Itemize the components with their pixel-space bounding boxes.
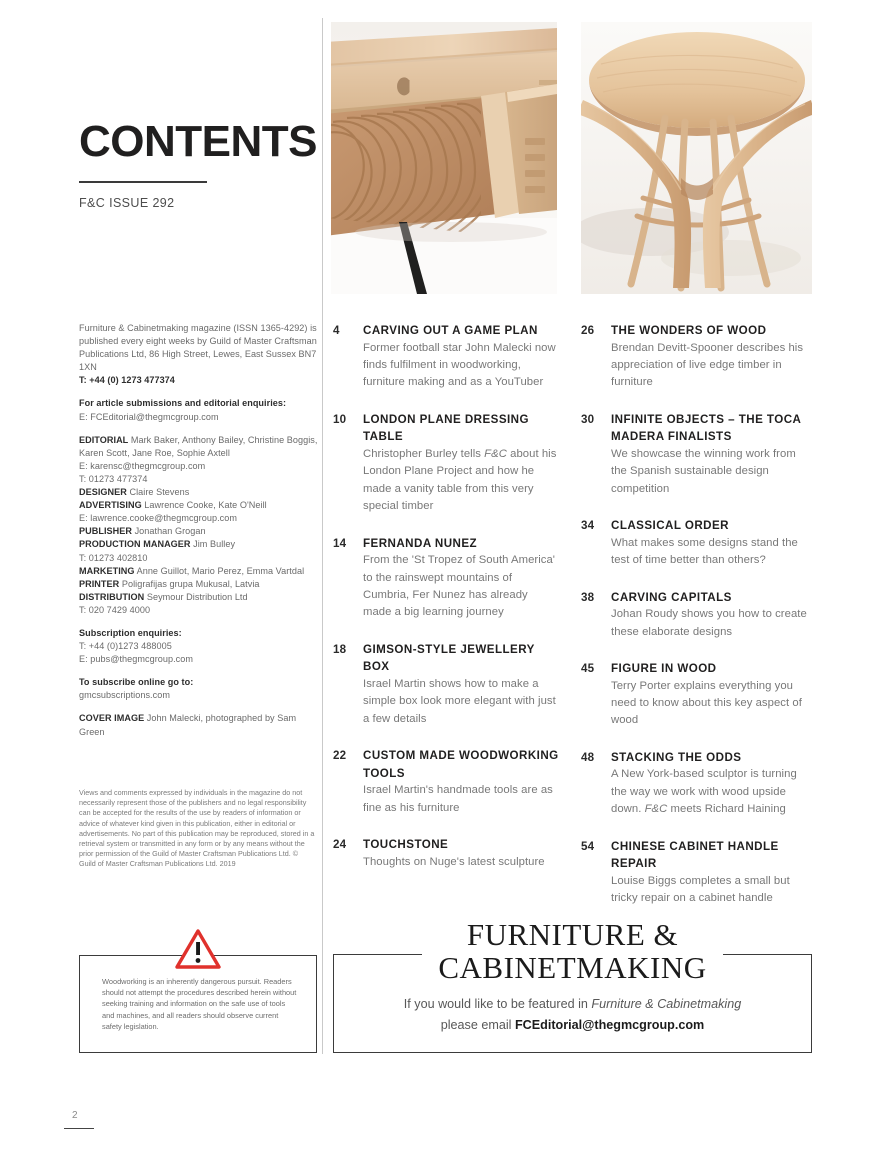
desk-drawer-photo [331,22,557,294]
logo-line-1: FURNITURE & [466,917,679,952]
distribution-tel: T: 020 7429 4000 [79,604,151,615]
masthead-cover-credit [79,712,321,738]
toc-entry[interactable] [581,411,813,498]
toc-description: Louise Biggs completes a small but tricky repair on a cabinet handle [611,874,790,905]
toc-page-number: 26 [581,324,595,337]
toc-entry[interactable] [333,747,559,817]
contents-header [79,117,319,210]
toc-desc-pre: Christopher Burley tells [363,448,485,460]
toc-page-number: 45 [581,662,595,676]
column-divider [322,18,323,1054]
publisher-names: Jonathan Grogan [132,526,206,537]
toc-page-number: 18 [333,642,347,656]
subscriptions-label: Subscription enquiries: [79,627,182,638]
page-number-rule [64,1128,94,1129]
toc-description [611,766,813,818]
page-title: CONTENTS [79,117,317,166]
toc-desc-pre: A New York-based sculptor is turning the way we work with wood upside down. [611,768,797,816]
editorial-names: Mark Baker, Anthony Bailey, Christine Boggis, Karen Scott, Jane Roe, Sophie Axtell [79,434,318,458]
toc-entry[interactable] [581,322,813,392]
editorial-email[interactable]: E: karensc@thegmcgroup.com [79,460,206,471]
toc-title: INFINITE OBJECTS – THE TOCA MADERA FINALISTS [611,412,801,444]
toc-title: CUSTOM MADE WOODWORKING TOOLS [363,749,559,780]
distribution-label: DISTRIBUTION [79,591,145,602]
toc-column-middle [333,322,559,890]
production-names: Jim Bulley [190,539,236,550]
toc-description: Israel Martin shows how to make a simple box look more elegant with just a few details [363,678,556,725]
toc-title: CARVING CAPITALS [611,590,732,604]
toc-entry[interactable] [581,660,813,730]
toc-title: CLASSICAL ORDER [611,519,729,533]
subscriptions-tel: T: +44 (0)1273 488005 [79,641,172,652]
advertising-label: ADVERTISING [79,500,142,511]
legal-disclaimer [79,788,315,870]
toc-description: What makes some designs stand the test of time better than others? [611,536,798,567]
promo-text [333,994,812,1036]
magazine-logo [333,918,812,984]
warning-triangle-icon [175,929,221,969]
masthead-publisher-info [79,322,321,387]
toc-page-number: 34 [581,519,595,533]
logo-line-2: CABINETMAKING [438,950,707,985]
toc-page-number: 30 [581,412,595,426]
promo-text-emphasis: Furniture & Cabinetmaking [591,997,742,1011]
wooden-stool-photo [581,22,812,294]
toc-description: From the 'St Tropez of South America' to the rainswept mountains of Cumbria, Fer Nunez has already made a big learning journey [363,554,556,619]
toc-entry[interactable] [333,535,559,622]
advertising-names: Lawrence Cooke, Kate O'Neill [141,500,267,511]
toc-column-right [581,322,813,927]
toc-title: CARVING OUT A GAME PLAN [363,324,538,337]
editorial-label: EDITORIAL [79,434,129,445]
masthead-staff [79,434,321,617]
legal-text: Views and comments expressed by individuals in the magazine do not necessarily represent those of the publishers and no legal responsibility can be accepted for the results of the use by readers of information or advice of whatever kind given in this publication, either in editorial or advertisements. No part of this publication may be reproduced, stored in a retrieval system or transmitted in any form or by any means without the prior permission of the Guild of Master Craftsman Publications Ltd. [79,788,315,859]
toc-page-number: 4 [333,324,340,337]
toc-entry[interactable] [581,517,813,569]
printer-label: PRINTER [79,578,120,589]
toc-description [363,446,559,516]
subscriptions-email[interactable]: E: pubs@thegmcgroup.com [79,654,194,665]
toc-description: Johan Roudy shows you how to create these elaborate designs [611,608,807,638]
printer-names: Poligrafijas grupa Mukusal, Latvia [119,578,260,589]
publisher-label: PUBLISHER [79,526,132,537]
toc-description: Thoughts on Nuge's latest sculpture [363,855,545,868]
toc-entry[interactable] [333,836,559,871]
online-label: To subscribe online go to: [79,677,194,688]
toc-page-number: 38 [581,590,595,604]
toc-title: GIMSON-STYLE JEWELLERY BOX [363,642,535,674]
toc-title: TOUCHSTONE [363,838,449,852]
toc-entry[interactable] [333,322,559,392]
production-tel: T: 01273 402810 [79,552,148,563]
toc-desc-post: about his London Plane Project and how he made a vanity table from this very special timber [363,448,557,513]
cover-image-credit: John Malecki, photographed by Sam Green [79,713,297,737]
toc-desc-emphasis: F&C [644,803,668,816]
online-url[interactable]: gmcsubscriptions.com [79,690,170,701]
distribution-names: Seymour Distribution Ltd [144,591,248,602]
toc-page-number: 10 [333,412,347,426]
toc-description: Former football star John Malecki now finds fulfilment in woodworking, furniture making and as a YouTuber [363,341,556,389]
toc-desc-post: meets Richard Haining [667,803,786,816]
toc-title: CHINESE CABINET HANDLE REPAIR [611,839,779,871]
legal-copyright: © Guild of Master Craftsman Publications Ltd. 2019 [79,849,299,869]
promo-text-mid: please email [440,1018,515,1032]
designer-label: DESIGNER [79,487,127,498]
title-rule [79,181,207,183]
promo-text-pre: If you would like to be featured in [403,997,592,1011]
masthead-subscriptions [79,627,321,666]
toc-desc-emphasis: F&C [484,448,507,460]
production-label: PRODUCTION MANAGER [79,539,191,550]
toc-entry[interactable] [581,589,813,641]
editorial-tel: T: 01273 477374 [79,473,148,484]
toc-description: We showcase the winning work from the Spanish sustainable design competition [611,448,796,495]
toc-entry[interactable] [581,838,813,908]
toc-description: Israel Martin's handmade tools are as fine as his furniture [363,784,553,814]
toc-entry[interactable] [333,411,559,516]
toc-page-number: 54 [581,839,595,853]
safety-warning-box [79,955,317,1053]
toc-page-number: 24 [333,838,347,852]
submissions-email[interactable]: E: FCEditorial@thegmcgroup.com [79,411,219,422]
toc-title: FIGURE IN WOOD [611,662,717,676]
masthead-publisher-text: Furniture & Cabinetmaking magazine (ISSN 1365-4292) is published every eight weeks by Guild of Master Craftsman Publications Ltd, 86 High Street, Lewes, East Sussex BN7 1XN [79,323,317,373]
toc-title: THE WONDERS OF WOOD [611,324,767,337]
toc-page-number: 48 [581,750,595,764]
safety-warning-text: Woodworking is an inherently dangerous pursuit. Readers should not attempt the procedures described herein without seeking training and information on the safe use of tools and machines, and all readers should observe current safety legislation. [102,977,297,1031]
toc-entry[interactable] [333,641,559,728]
toc-entry[interactable] [581,749,813,819]
designer-names: Claire Stevens [126,487,190,498]
promo-email[interactable]: FCEditorial@thegmcgroup.com [514,1018,705,1032]
masthead-block [79,322,321,739]
submissions-label: For article submissions and editorial enquiries: [79,398,287,409]
masthead-publisher-tel: T: +44 (0) 1273 477374 [79,375,175,386]
toc-description: Terry Porter explains everything you need to know about this key aspect of wood [611,679,802,727]
marketing-label: MARKETING [79,565,135,576]
toc-title: LONDON PLANE DRESSING TABLE [363,412,529,444]
marketing-names: Anne Guillot, Mario Perez, Emma Vartdal [134,565,305,576]
toc-title: STACKING THE ODDS [611,750,742,764]
masthead-online [79,676,321,702]
toc-page-number: 14 [333,536,347,550]
toc-title: FERNANDA NUNEZ [363,536,478,550]
advertising-email[interactable]: E: lawrence.cooke@thegmcgroup.com [79,513,237,524]
masthead-submissions [79,397,321,423]
issue-label: F&C ISSUE 292 [79,195,175,210]
page-number: 2 [72,1110,78,1121]
cover-image-label: COVER IMAGE [79,713,145,724]
toc-page-number: 22 [333,749,347,763]
toc-description: Brendan Devitt-Spooner describes his appreciation of live edge timber in furniture [611,341,804,389]
